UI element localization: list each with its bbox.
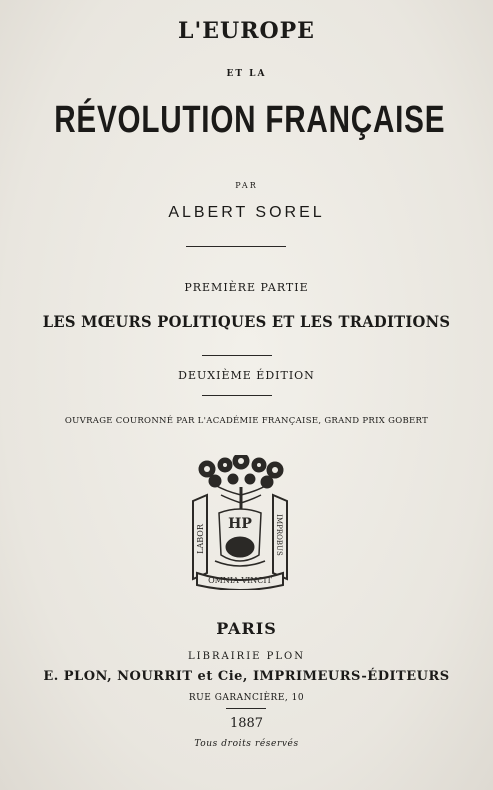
city: PARIS xyxy=(216,619,277,638)
divider-rule xyxy=(226,708,266,709)
emblem-monogram: HP xyxy=(228,516,252,532)
emblem-motto-bottom: OMNIA VINCIT xyxy=(208,576,272,585)
emblem-motto-right: IMPROBUS xyxy=(275,514,283,556)
title-line-europe: L'EUROPE xyxy=(178,18,315,44)
printers-line: E. PLON, NOURRIT et Cie, IMPRIMEURS-ÉDITEURS xyxy=(43,669,450,684)
publication-year: 1887 xyxy=(229,716,264,731)
publisher-name: LIBRAIRIE PLON xyxy=(188,651,305,662)
address-line: RUE GARANCIÈRE, 10 xyxy=(188,693,305,703)
part-label: PREMIÈRE PARTIE xyxy=(184,281,309,294)
divider-rule xyxy=(202,355,272,356)
by-label: PAR xyxy=(235,181,258,190)
publisher-emblem xyxy=(185,455,295,590)
title-line-et-la: ET LA xyxy=(226,69,267,79)
author-name: ALBERT SOREL xyxy=(168,204,325,221)
award-line: OUVRAGE COURONNÉ PAR L'ACADÉMIE FRANÇAISE, GRAND PRIX GOBERT xyxy=(64,416,429,426)
subtitle: LES MŒURS POLITIQUES ET LES TRADITIONS xyxy=(42,312,451,331)
emblem-motto-left: LABOR xyxy=(196,524,205,554)
main-title: RÉVOLUTION FRANÇAISE xyxy=(54,99,446,141)
edition-label: DEUXIÈME ÉDITION xyxy=(178,369,315,382)
divider-rule xyxy=(202,395,272,396)
divider-rule xyxy=(186,246,286,247)
rights-notice: Tous droits réservés xyxy=(194,739,299,749)
